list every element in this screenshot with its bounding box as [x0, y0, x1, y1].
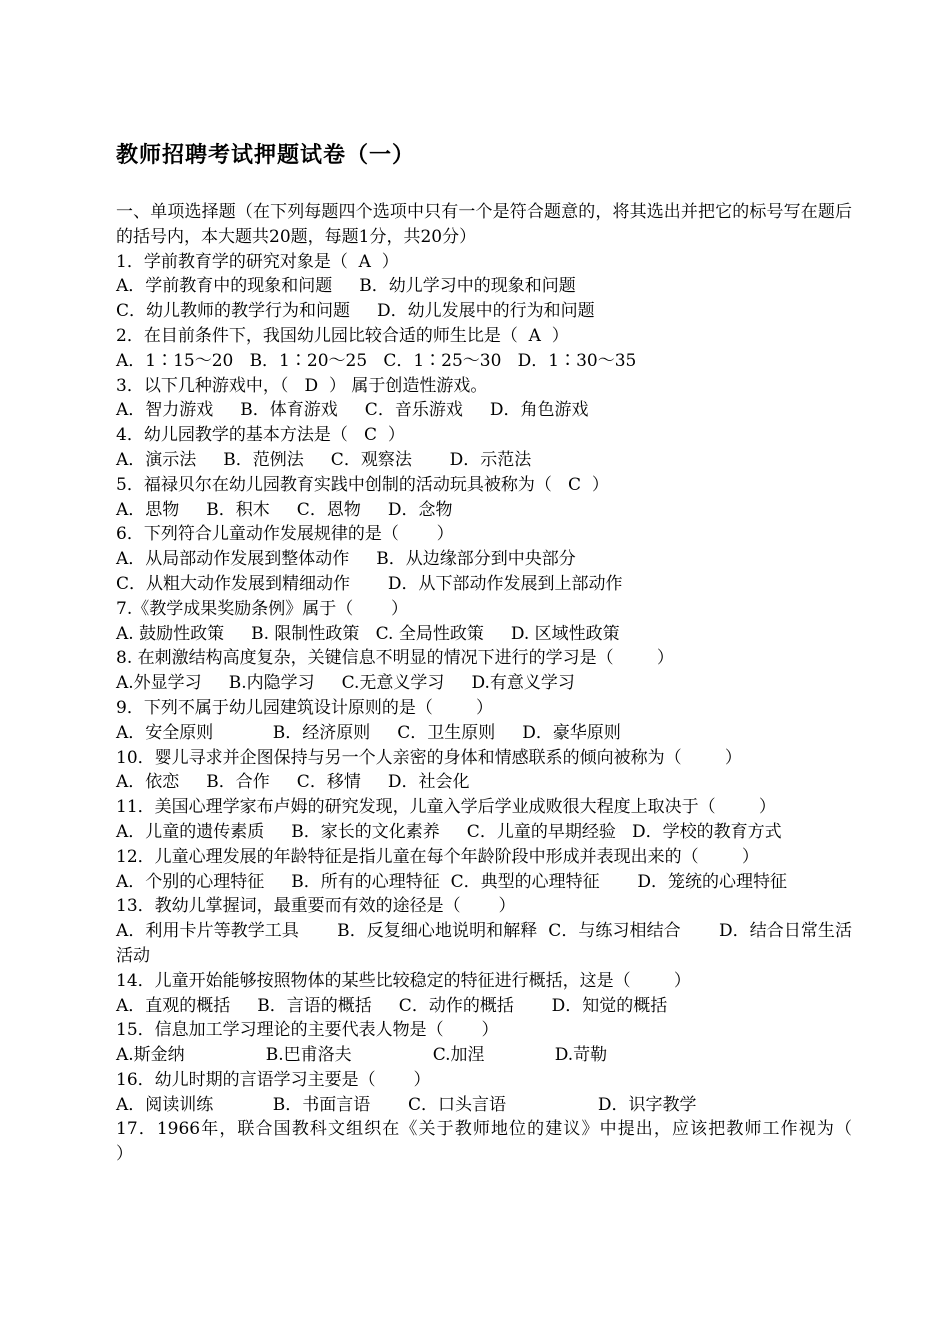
question-options: A．从局部动作发展到整体动作 B．从边缘部分到中央部分 — [116, 549, 576, 570]
question-stem: 6．下列符合儿童动作发展规律的是（ ） — [116, 524, 454, 545]
question-options: A．直观的概括 B．言语的概括 C．动作的概括 D．知觉的概括 — [116, 995, 668, 1016]
question-item — [116, 795, 852, 845]
question-options: A．思物 B．积木 C．恩物 D．念物 — [116, 499, 453, 520]
question-item — [116, 696, 852, 746]
question-stem: 8. 在刺激结构高度复杂，关键信息不明显的情况下进行的学习是（ ） — [116, 648, 674, 669]
question-stem: 16．幼儿时期的言语学习主要是（ ） — [116, 1069, 431, 1090]
question-stem: 3．以下几种游戏中，（ D ） 属于创造性游戏。 — [116, 375, 488, 396]
section-intro: 一、单项选择题（在下列每题四个选项中只有一个是符合题意的，将其选出并把它的标号写在题后的括号内，本大题共20题，每题1分，共20分） — [116, 202, 852, 247]
question-list — [116, 250, 890, 1167]
question-item — [116, 522, 852, 596]
question-item — [116, 423, 852, 473]
question-options: C．从粗大动作发展到精细动作 D．从下部动作发展到上部动作 — [116, 573, 623, 594]
question-item — [116, 1117, 890, 1167]
question-item — [116, 746, 852, 796]
question-stem: 7.《教学成果奖励条例》属于（ ） — [116, 598, 409, 619]
question-options: A．智力游戏 B．体育游戏 C．音乐游戏 D．角色游戏 — [116, 400, 589, 421]
question-stem: 9．下列不属于幼儿园建筑设计原则的是（ ） — [116, 697, 494, 718]
question-stem: 13．教幼儿掌握词，最重要而有效的途径是（ ） — [116, 896, 516, 917]
exam-body — [116, 200, 890, 1167]
question-item — [116, 597, 852, 647]
question-options: A．依恋 B．合作 C．移情 D．社会化 — [116, 772, 470, 793]
question-stem: 14．儿童开始能够按照物体的某些比较稳定的特征进行概括，这是（ ） — [116, 970, 691, 991]
question-stem: 15．信息加工学习理论的主要代表人物是（ ） — [116, 1020, 499, 1041]
question-options: A．儿童的遗传素质 B．家长的文化素养 C．儿童的早期经验 D．学校的教育方式 — [116, 821, 782, 842]
question-options: A．个别的心理特征 B．所有的心理特征 C．典型的心理特征 D．笼统的心理特征 — [116, 871, 788, 892]
question-stem: 2．在目前条件下，我国幼儿园比较合适的师生比是（ A ） — [116, 325, 569, 346]
question-stem: 10．婴儿寻求并企图保持与另一个人亲密的身体和情感联系的倾向被称为（ ） — [116, 747, 742, 768]
question-item — [116, 646, 852, 696]
question-stem: 17．1966年，联合国教科文组织在《关于教师地位的建议》中提出，应该把教师工作视为（ ） — [116, 1119, 890, 1165]
question-item — [116, 250, 852, 324]
question-item — [116, 894, 852, 968]
question-item — [116, 969, 852, 1019]
question-options: A．阅读训练 B．书面言语 C．口头言语 D．识字教学 — [116, 1094, 697, 1115]
question-options: A．学前教育中的现象和问题 B．幼儿学习中的现象和问题 — [116, 276, 576, 297]
question-item — [116, 374, 852, 424]
question-options: A．1∶15～20 B．1∶20～25 C．1∶25～30 D．1∶30～35 — [116, 350, 637, 371]
question-stem: 1．学前教育学的研究对象是（ A ） — [116, 251, 399, 272]
question-item — [116, 845, 852, 895]
question-stem: 11．美国心理学家布卢姆的研究发现，儿童入学后学业成败很大程度上取决于（ ） — [116, 797, 776, 818]
question-item — [116, 1018, 852, 1068]
question-options: C．幼儿教师的教学行为和问题 D．幼儿发展中的行为和问题 — [116, 301, 595, 322]
question-item — [116, 324, 852, 374]
question-options: A．利用卡片等教学工具 B．反复细心地说明和解释 C．与练习相结合 D．结合日常生活活动 — [116, 921, 852, 966]
question-options: A.斯金纳 B.巴甫洛夫 C.加涅 D.苛勒 — [116, 1045, 608, 1066]
page-title: 教师招聘考试押题试卷（一） — [116, 142, 416, 168]
question-options: A.外显学习 B.内隐学习 C.无意义学习 D.有意义学习 — [116, 673, 575, 694]
question-stem: 5．福禄贝尔在幼儿园教育实践中创制的活动玩具被称为（ C ） — [116, 474, 609, 495]
question-stem: 4．幼儿园教学的基本方法是（ C ） — [116, 425, 405, 446]
question-stem: 12．儿童心理发展的年龄特征是指儿童在每个年龄阶段中形成并表现出来的（ ） — [116, 846, 759, 867]
question-options: A. 鼓励性政策 B. 限制性政策 C. 全局性政策 D. 区域性政策 — [116, 623, 620, 644]
question-item — [116, 1068, 852, 1118]
question-options: A．演示法 B．范例法 C．观察法 D．示范法 — [116, 449, 532, 470]
question-item — [116, 473, 852, 523]
question-options: A．安全原则 B．经济原则 C．卫生原则 D．豪华原则 — [116, 722, 621, 743]
